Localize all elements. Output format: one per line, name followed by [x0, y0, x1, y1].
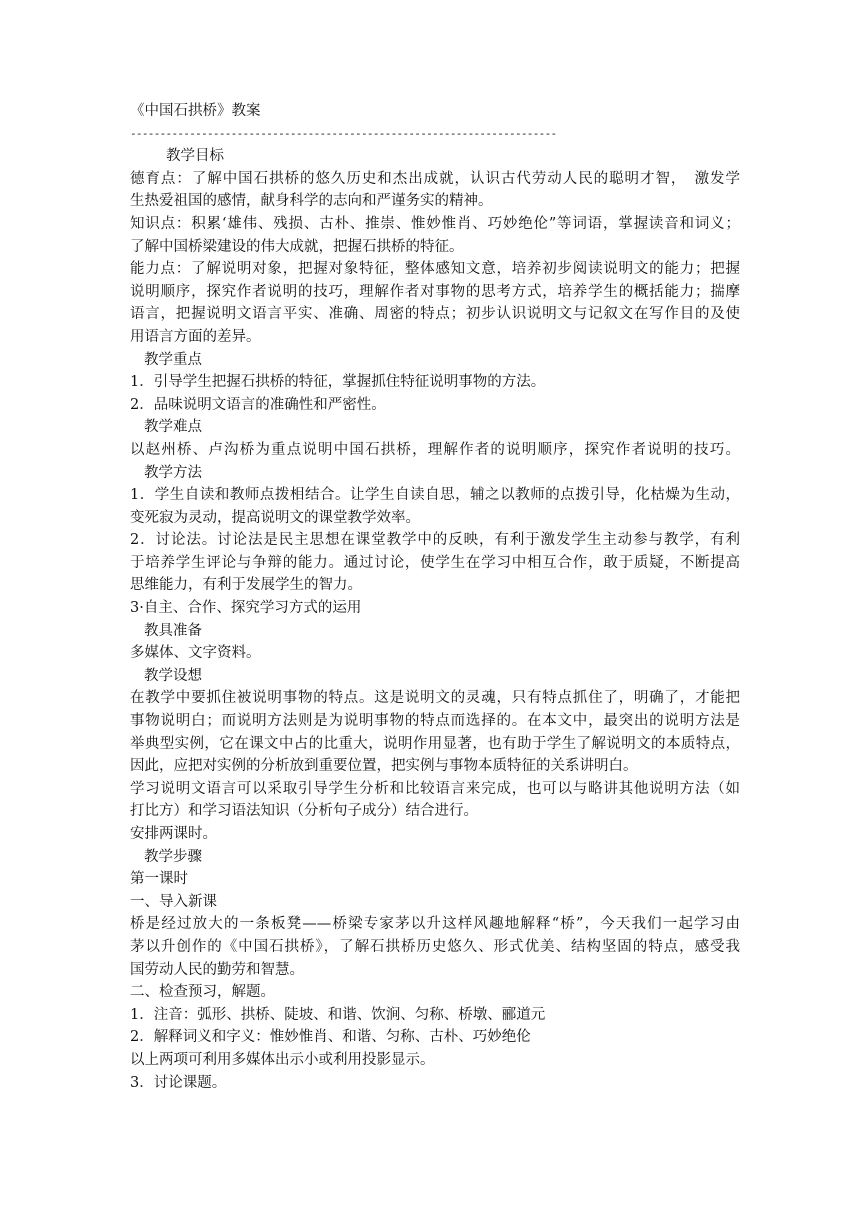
text-line: 第一课时 — [130, 871, 188, 888]
text-line: 茅以升创作的《中国石拱桥》，了解石拱桥历史悠久、形式优美、结构坚固的特点，感受我 — [130, 938, 740, 955]
separator-rule: ------------------------------------------------------------------------ — [130, 126, 557, 140]
text-line: 安排两课时。 — [130, 826, 217, 842]
text-line: 3．讨论课题。 — [130, 1074, 227, 1091]
text-line: 语言，把握说明文语言平实、准确、周密的特点；初步认识说明文与记叙文在写作目的及使 — [130, 306, 740, 323]
text-line: 思维能力，有利于发展学生的智力。 — [130, 577, 362, 594]
document-page — [130, 100, 740, 1094]
text-line: 学习说明文语言可以采取引导学生分析和比较语言来完成，也可以与略讲其他说明方法（如 — [130, 780, 740, 797]
section-heading: 教学难点 — [144, 419, 202, 436]
text-line: 事物说明白；而说明方法则是为说明事物的特点而选择的。在本文中，最突出的说明方法是 — [130, 713, 740, 730]
text-line: 举典型实例，它在课文中占的比重大，说明作用显著，也有助于学生了解说明文的本质特点， — [130, 735, 740, 752]
text-line: 1．引导学生把握石拱桥的特征，掌握抓住特征说明事物的方法。 — [130, 374, 546, 391]
text-line: 1．学生自读和教师点拨相结合。让学生自读自思，辅之以教师的点拨引导，化枯燥为生动， — [130, 487, 740, 504]
section-heading: 教学步骤 — [144, 848, 202, 865]
text-line: 打比方）和学习语法知识（分析句子成分）结合进行。 — [130, 803, 478, 820]
section-heading: 教学方法 — [144, 464, 202, 481]
text-line: 国劳动人民的勤劳和智慧。 — [130, 961, 304, 978]
text-line: 因此，应把对实例的分析放到重要位置，把实例与事物本质特征的关系讲明白。 — [130, 758, 638, 775]
text-line: 多媒体、文字资料。 — [130, 645, 261, 662]
text-line: 3·自主、合作、探究学习方式的运用 — [130, 600, 362, 617]
text-line: 变死寂为灵动，提高说明文的课堂教学效率。 — [130, 509, 420, 526]
text-line: 于培养学生评论与争辩的能力。通过讨论，使学生在学习中相互合作，敢于质疑，不断提高 — [130, 554, 740, 571]
section-heading: 教学目标 — [166, 148, 224, 165]
section-heading: 教学设想 — [144, 667, 202, 684]
text-line: 2．解释词义和字义：惟妙惟肖、和谐、匀称、古朴、巧妙绝伦 — [130, 1029, 531, 1046]
section-heading: 教学重点 — [144, 351, 202, 368]
text-line: 一、导入新课 — [130, 893, 217, 910]
text-line: 二、检查预习，解题。 — [130, 984, 275, 1001]
text-line: 能力点：了解说明对象，把握对象特征，整体感知文意，培养初步阅读说明文的能力；把握 — [130, 261, 740, 278]
text-line: 说明顺序，探究作者说明的技巧，理解作者对事物的思考方式，培养学生的概括能力；揣摩 — [130, 283, 740, 300]
text-line: 桥是经过放大的一条板凳——桥梁专家茅以升这样风趣地解释“桥”，今天我们一起学习由 — [130, 916, 740, 933]
text-line: 2．品味说明文语言的准确性和严密性。 — [130, 396, 386, 413]
text-line: 德育点：了解中国石拱桥的悠久历史和杰出成就，认识古代劳动人民的聪明才智， 激发学 — [130, 170, 740, 187]
text-line: 在教学中要抓住被说明事物的特点。这是说明文的灵魂，只有特点抓住了，明确了，才能把 — [130, 690, 740, 707]
text-line: 知识点：积累‘雄伟、残损、古朴、推崇、惟妙惟肖、巧妙绝伦”等词语，掌握读音和词义； — [130, 215, 740, 232]
document-title: 《中国石拱桥》教案 — [130, 103, 261, 119]
section-heading: 教具准备 — [144, 622, 202, 639]
text-line: 用语言方面的差异。 — [130, 328, 261, 345]
text-line: 以赵州桥、卢沟桥为重点说明中国石拱桥，理解作者的说明顺序，探究作者说明的技巧。 — [130, 441, 740, 458]
text-line: 1．注音：弧形、拱桥、陡坡、和谐、饮涧、匀称、桥墩、郦道元 — [130, 1006, 546, 1023]
text-line: 了解中国桥梁建设的伟大成就，把握石拱桥的特征。 — [130, 238, 464, 255]
text-line: 生热爱祖国的感情，献身科学的志向和严谨务实的精神。 — [130, 193, 493, 210]
text-line: 以上两项可利用多媒体出示小或利用投影显示。 — [130, 1051, 435, 1068]
text-line: 2．讨论法。讨论法是民主思想在课堂教学中的反映，有利于激发学生主动参与教学，有利 — [130, 532, 740, 549]
